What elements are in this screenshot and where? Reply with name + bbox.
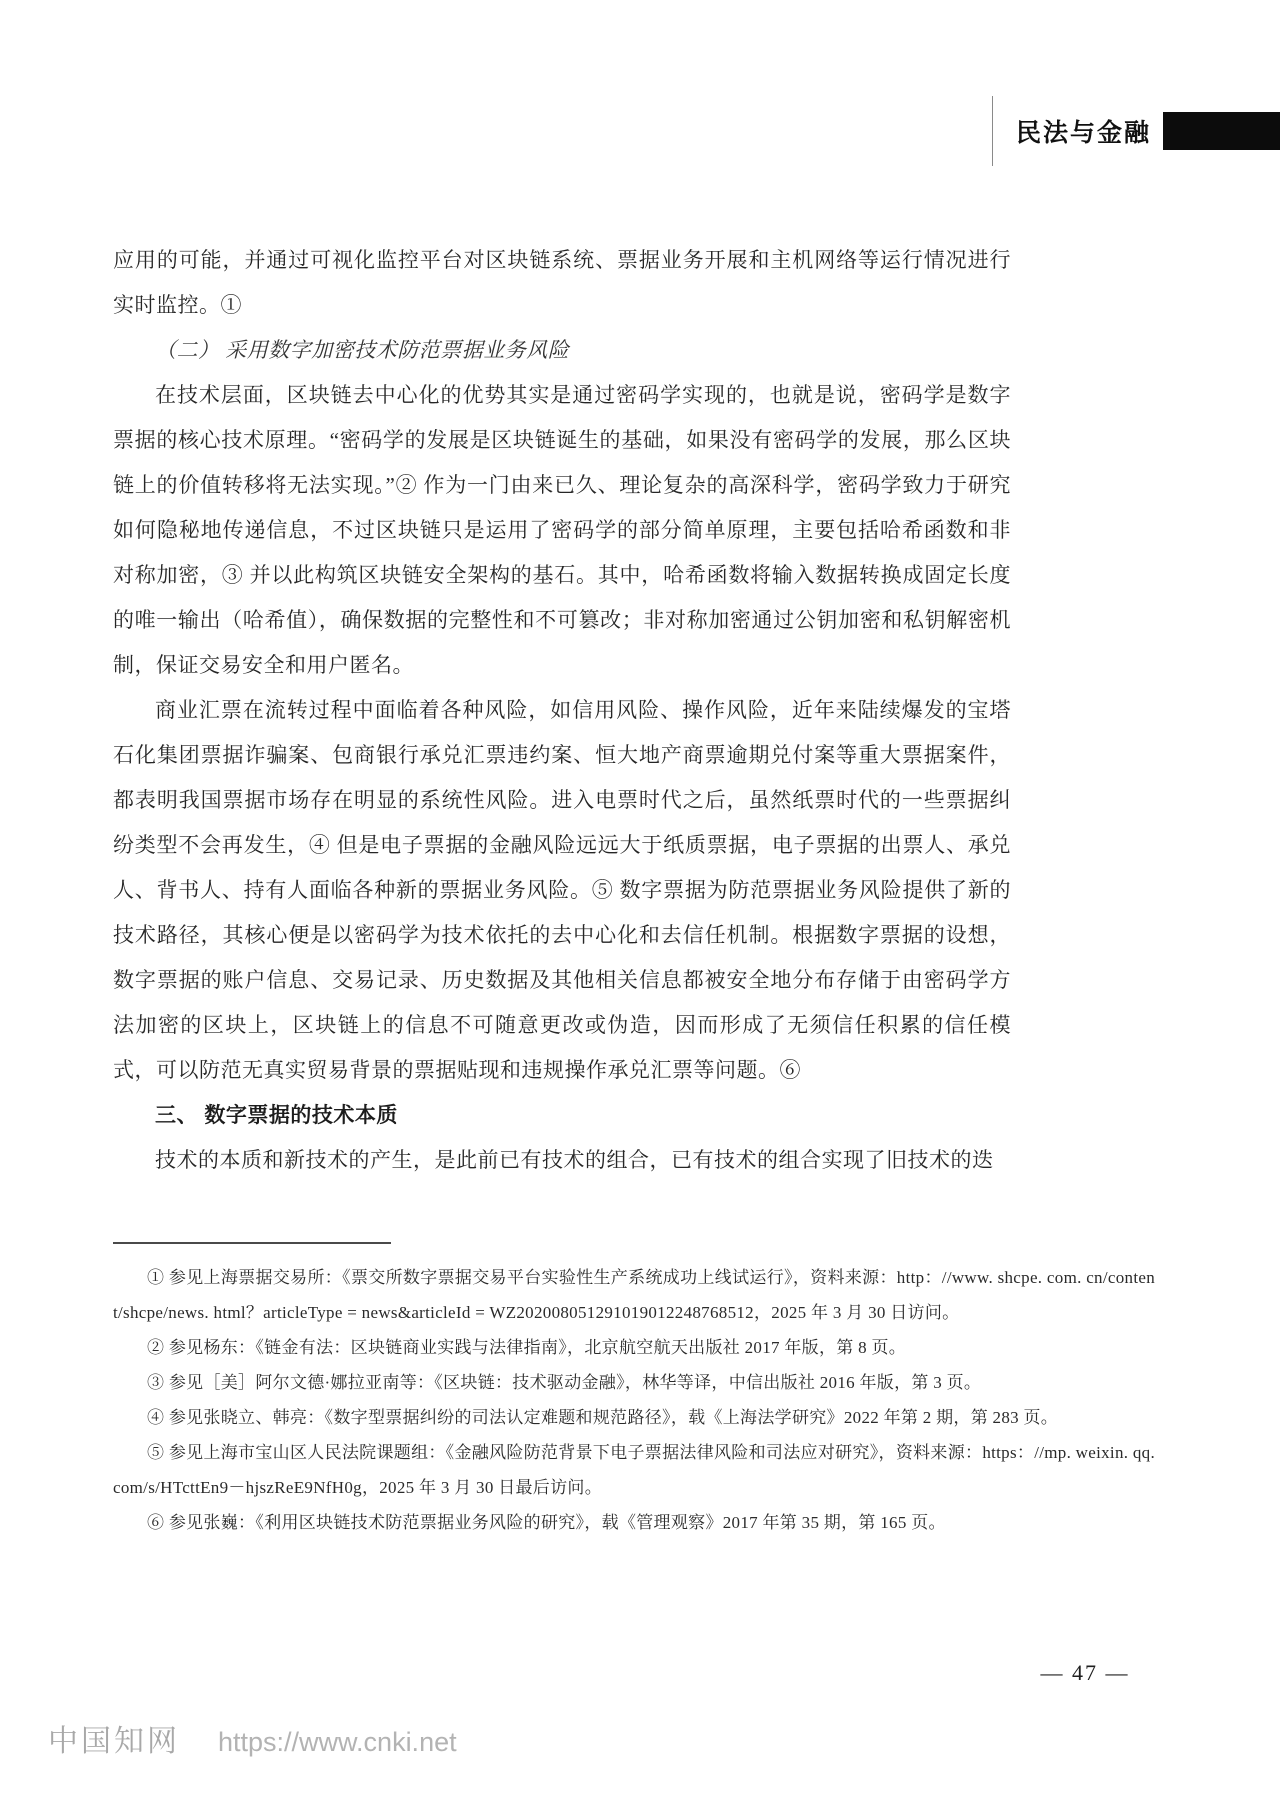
footnote-3: ③ 参见［美］阿尔文德·娜拉亚南等：《区块链：技术驱动金融》，林华等译，中信出版社 2016 年版，第 3 页。 [147, 1373, 982, 1392]
paragraph-continuation: 应用的可能，并通过可视化监控平台对区块链系统、票据业务开展和主机网络等运行情况进行实时监控。① [113, 248, 1011, 317]
page-header [992, 110, 1280, 152]
body-text-column [113, 238, 1011, 1183]
section-heading: 三、 数字票据的技术本质 [155, 1104, 398, 1127]
subsection-heading: （二） 采用数字加密技术防范票据业务风险 [155, 338, 570, 362]
watermark-footer [48, 1716, 457, 1760]
footnote-2: ② 参见杨东：《链金有法：区块链商业实践与法律指南》，北京航空航天出版社 2017 年版，第 8 页。 [147, 1338, 907, 1357]
footnote-1: ① 参见上海票据交易所：《票交所数字票据交易平台实验性生产系统成功上线试运行》，资料来源：http：//www. shcpe. com. cn/content/shcpe/news. html？articleType = news&articleId = WZ202008051291019012248768512，2025 年 3 月 30 日访问。 [113, 1268, 1155, 1322]
header-divider-line [992, 96, 993, 166]
footnote-5: ⑤ 参见上海市宝山区人民法院课题组：《金融风险防范背景下电子票据法律风险和司法应对研究》，资料来源：https：//mp. weixin. qq. com/s/HTcttEn9－hjszReE9NfH0g，2025 年 3 月 30 日最后访问。 [113, 1443, 1155, 1497]
footnotes-block [113, 1242, 1155, 1540]
paragraph-cryptography: 在技术层面，区块链去中心化的优势其实是通过密码学实现的，也就是说，密码学是数字票据的核心技术原理。“密码学的发展是区块链诞生的基础，如果没有密码学的发展，那么区块链上的价值转移将无法实现。”② 作为一门由来已久、理论复杂的高深科学，密码学致力于研究如何隐秘地传递信息，不过区块链只是运用了密码学的部分简单原理，主要包括哈希函数和非对称加密，③ 并以此构筑区块链安全架构的基石。其中，哈希函数将输入数据转换成固定长度的唯一输出（哈希值），确保数据的完整性和不可篡改；非对称加密通过公钥加密和私钥解密机制，保证交易安全和用户匿名。 [113, 383, 1011, 677]
footnote-4: ④ 参见张晓立、韩亮：《数字型票据纠纷的司法认定难题和规范路径》，载《上海法学研究》2022 年第 2 期，第 283 页。 [147, 1408, 1059, 1427]
footnote-6: ⑥ 参见张巍：《利用区块链技术防范票据业务风险的研究》，载《管理观察》2017 年第 35 期，第 165 页。 [147, 1513, 946, 1532]
paragraph-bill-risk: 商业汇票在流转过程中面临着各种风险，如信用风险、操作风险，近年来陆续爆发的宝塔石化集团票据诈骗案、包商银行承兑汇票违约案、恒大地产商票逾期兑付案等重大票据案件，都表明我国票据市场存在明显的系统性风险。进入电票时代之后，虽然纸票时代的一些票据纠纷类型不会再发生，④ 但是电子票据的金融风险远远大于纸质票据，电子票据的出票人、承兑人、背书人、持有人面临各种新的票据业务风险。⑤ 数字票据为防范票据业务风险提供了新的技术路径，其核心便是以密码学为技术依托的去中心化和去信任机制。根据数字票据的设想，数字票据的账户信息、交易记录、历史数据及其他相关信息都被安全地分布存储于由密码学方法加密的区块上，区块链上的信息不可随意更改或伪造，因而形成了无须信任积累的信任模式，可以防范无真实贸易背景的票据贴现和违规操作承兑汇票等问题。⑥ [113, 698, 1011, 1082]
section-label: 民法与金融 [1016, 119, 1152, 147]
page-number: — 47 — [1040, 1660, 1130, 1685]
cnki-url: https://www.cnki.net [218, 1727, 457, 1757]
paragraph-technology-essence: 技术的本质和新技术的产生，是此前已有技术的组合，已有技术的组合实现了旧技术的迭 [155, 1148, 994, 1172]
footnote-separator-rule [113, 1242, 391, 1244]
cnki-brand-label: 中国知网 [48, 1725, 180, 1758]
header-black-bar [1163, 112, 1280, 150]
